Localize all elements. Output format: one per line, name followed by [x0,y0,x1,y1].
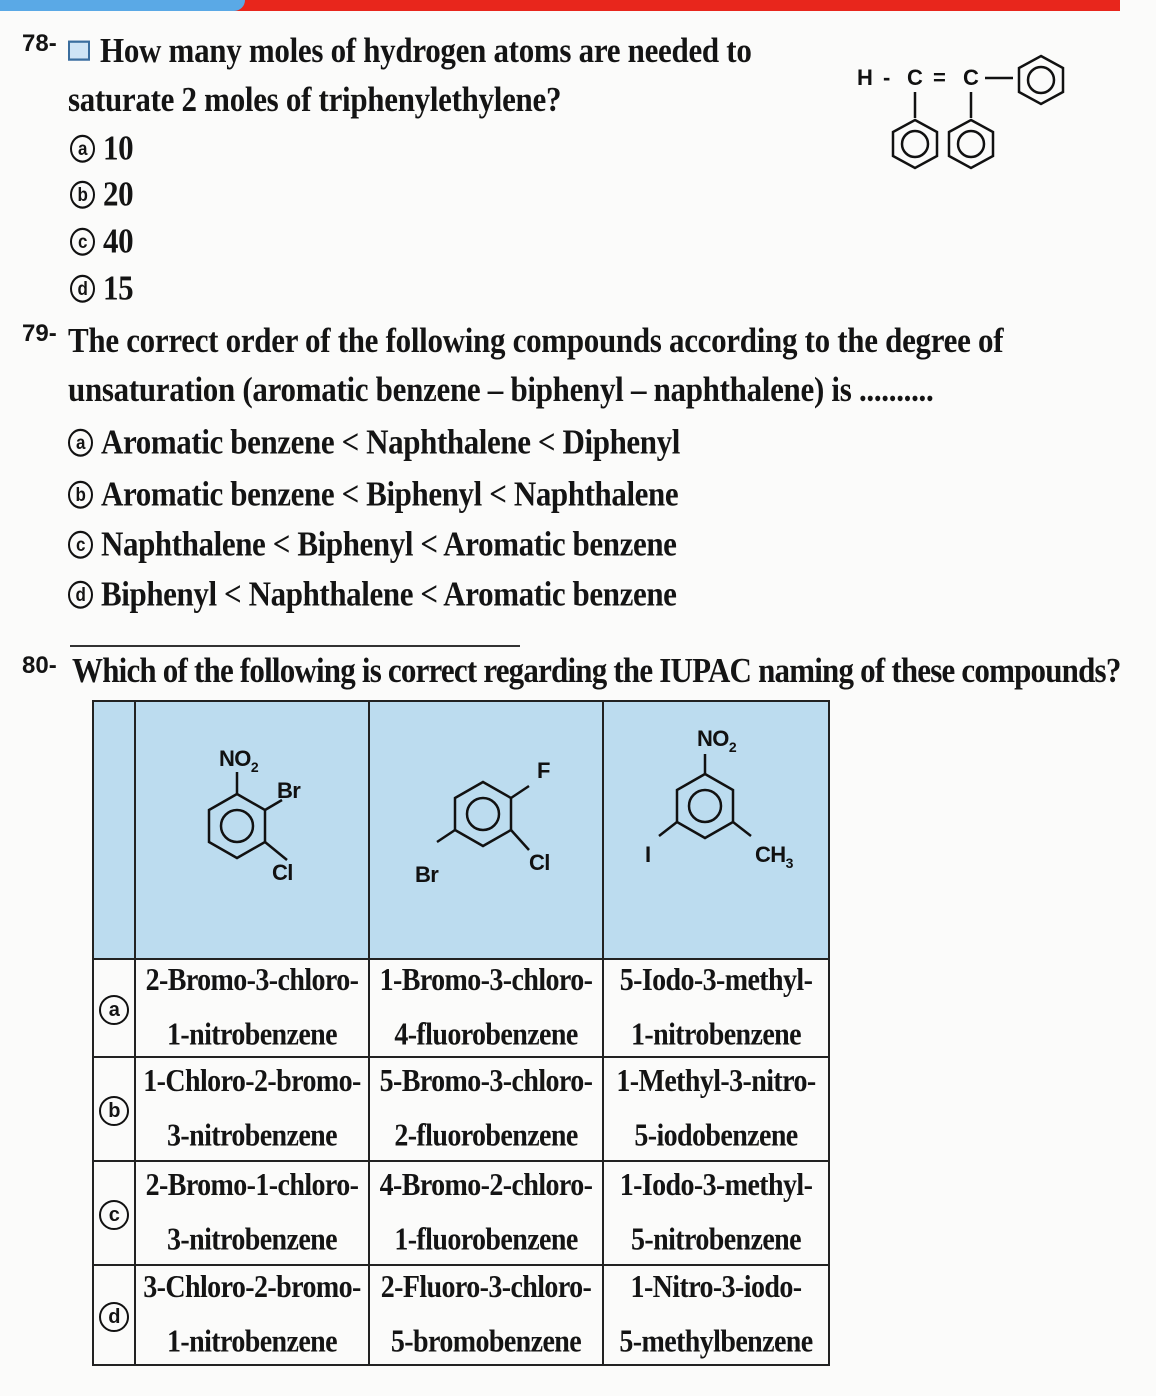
benzene-ring-left-inner [902,131,928,157]
q79-line2: unsaturation (aromatic benzene – biphenyl – naphthalene) is .......... [68,369,934,409]
q79-option-b[interactable] [68,474,678,514]
structure-nitro-bromo-chloro [137,702,367,942]
s3-ch3-label: $CH_3$ [755,842,793,871]
option-letter-c: c [70,227,95,255]
row-b-cell-3-line1: 1-Methyl-3-nitro- [616,1063,816,1099]
row-d-cell-3 [603,1265,829,1365]
row-b-letter-cell [93,1057,135,1161]
q79-option-c-text: Naphthalene < Biphenyl < Aromatic benzene [101,524,677,564]
row-d-cell-1 [135,1265,369,1365]
q78-option-c[interactable] [70,221,133,261]
row-b-cell-1 [135,1057,369,1161]
row-c-cell-2-line1: 4-Bromo-2-chloro- [379,1167,593,1203]
table-row-b[interactable] [93,1057,829,1161]
row-c-cell-1-line2: 3-nitrobenzene [167,1222,337,1258]
row-a-cell-3 [603,959,829,1057]
option-letter-c: c [99,1200,129,1230]
q78-option-d-text: 15 [103,268,134,308]
q79-option-c[interactable] [68,524,677,564]
ring-2-inner [467,798,499,830]
benzene-ring-middle-inner [958,131,984,157]
row-c-cell-3-line1: 1-Iodo-3-methyl- [619,1167,813,1203]
structure-cell-3 [603,701,829,959]
q78-question [68,26,752,125]
benzene-ring-left [893,120,937,168]
q78-line1: How many moles of hydrogen atoms are needed to [100,30,752,70]
q78-line2: saturate 2 moles of triphenylethylene? [68,79,562,119]
table-row-d[interactable] [93,1265,829,1365]
ring-2 [455,782,511,846]
s1-br-label: Br [277,778,301,803]
structures-row [93,701,829,959]
option-letter-d: d [68,580,93,608]
row-c-cell-3-line2: 5-nitrobenzene [631,1222,801,1258]
s3-no2-label: $NO_2$ [697,726,736,755]
s1-no2-label: $NO_2$ [219,746,258,775]
top-tab-indicator [0,0,245,11]
ring-1 [209,794,265,858]
structure-cell-2 [369,701,603,959]
row-d-cell-1-line1: 3-Chloro-2-bromo- [143,1269,361,1305]
struct-bond1: - [883,65,891,90]
row-a-cell-1 [135,959,369,1057]
s3-i-label: I [645,842,651,867]
benzene-ring-right [1019,56,1063,104]
q80-number: 80- [22,652,57,679]
option-letter-b: b [68,480,93,508]
q79-option-d[interactable] [68,574,677,614]
benzene-ring-middle [949,120,993,168]
ring-1-inner [221,810,253,842]
row-d-cell-2-line2: 5-bromobenzene [390,1324,582,1360]
row-b-cell-2-line2: 2-fluorobenzene [394,1118,578,1154]
q78-option-c-text: 40 [103,221,134,261]
row-b-cell-3-line2: 5-iodobenzene [634,1118,798,1154]
s2-cl-label: Cl [529,850,550,875]
row-c-cell-3 [603,1161,829,1265]
q80-question: Which of the following is correct regarding the IUPAC naming of these compounds? [72,650,1121,690]
structure-fluoro-bromo-chloro [371,702,601,942]
q79-line1: The correct order of the following compounds according to the degree of [68,320,1004,360]
q78-option-b[interactable] [70,174,133,214]
naming-table [92,700,830,1366]
row-b-cell-2-line1: 5-Bromo-3-chloro- [379,1063,593,1099]
book-icon [68,40,90,60]
table-row-a[interactable] [93,959,829,1057]
q79-number: 79- [22,320,57,347]
row-b-cell-1-line1: 1-Chloro-2-bromo- [143,1063,361,1099]
row-d-cell-3-line2: 5-methylbenzene [619,1324,813,1360]
option-letter-a: a [70,134,95,162]
struct-c2-label: C [963,65,979,90]
option-letter-b: b [99,1096,129,1126]
row-c-cell-2-line2: 1-fluorobenzene [394,1222,578,1258]
row-a-cell-2-line2: 4-fluorobenzene [394,1017,578,1053]
row-a-letter-cell [93,959,135,1057]
q78-option-b-text: 20 [103,174,134,214]
row-a-cell-3-line1: 5-Iodo-3-methyl- [619,962,813,998]
structure-cell-1 [135,701,369,959]
row-b-cell-1-line2: 3-nitrobenzene [167,1118,337,1154]
q78-option-a-text: 10 [103,128,134,168]
q79-option-a-text: Aromatic benzene < Naphthalene < Diphenyl [101,422,680,462]
s2-f-label: F [537,758,550,783]
structure-nitro-iodo-methyl [605,702,827,942]
table-row-c[interactable] [93,1161,829,1265]
q78-number: 78- [22,30,57,57]
option-letter-d: d [99,1302,129,1332]
row-c-letter-cell [93,1161,135,1265]
option-letter-d: d [70,274,95,302]
row-a-cell-3-line2: 1-nitrobenzene [631,1017,801,1053]
row-b-cell-2 [369,1057,603,1161]
row-d-cell-2-line1: 2-Fluoro-3-chloro- [380,1269,592,1305]
q78-option-d[interactable] [70,268,133,308]
q79-option-d-text: Biphenyl < Naphthalene < Aromatic benzene [101,574,677,614]
ring-3 [677,774,733,838]
row-d-cell-3-line1: 1-Nitro-3-iodo- [630,1269,802,1305]
option-letter-a: a [68,428,93,456]
q79-option-a[interactable] [68,422,680,462]
row-a-cell-1-line1: 2-Bromo-3-chloro- [145,962,359,998]
row-a-cell-1-line2: 1-nitrobenzene [167,1017,337,1053]
row-a-cell-2-line1: 1-Bromo-3-chloro- [379,962,593,998]
row-b-cell-3 [603,1057,829,1161]
row-c-cell-2 [369,1161,603,1265]
s1-cl-label: Cl [272,860,293,885]
struct-bond2: = [933,65,946,90]
triphenylethylene-structure [845,40,1095,200]
struct-h-label: H [857,65,873,90]
row-d-letter-cell [93,1265,135,1365]
struct-c1-label: C [907,65,923,90]
row-c-cell-1 [135,1161,369,1265]
option-letter-b: b [70,180,95,208]
option-letter-c: c [68,530,93,558]
row-d-cell-2 [369,1265,603,1365]
row-a-cell-2 [369,959,603,1057]
ring-3-inner [689,790,721,822]
q79-question [68,316,1003,415]
row-d-cell-1-line2: 1-nitrobenzene [167,1324,337,1360]
q78-option-a[interactable] [70,128,133,168]
structures-corner-cell [93,701,135,959]
benzene-ring-right-inner [1028,67,1054,93]
option-letter-a: a [99,995,129,1025]
row-c-cell-1-line1: 2-Bromo-1-chloro- [145,1167,359,1203]
s2-br-label: Br [415,862,439,887]
q79-option-b-text: Aromatic benzene < Biphenyl < Naphthalene [101,474,679,514]
